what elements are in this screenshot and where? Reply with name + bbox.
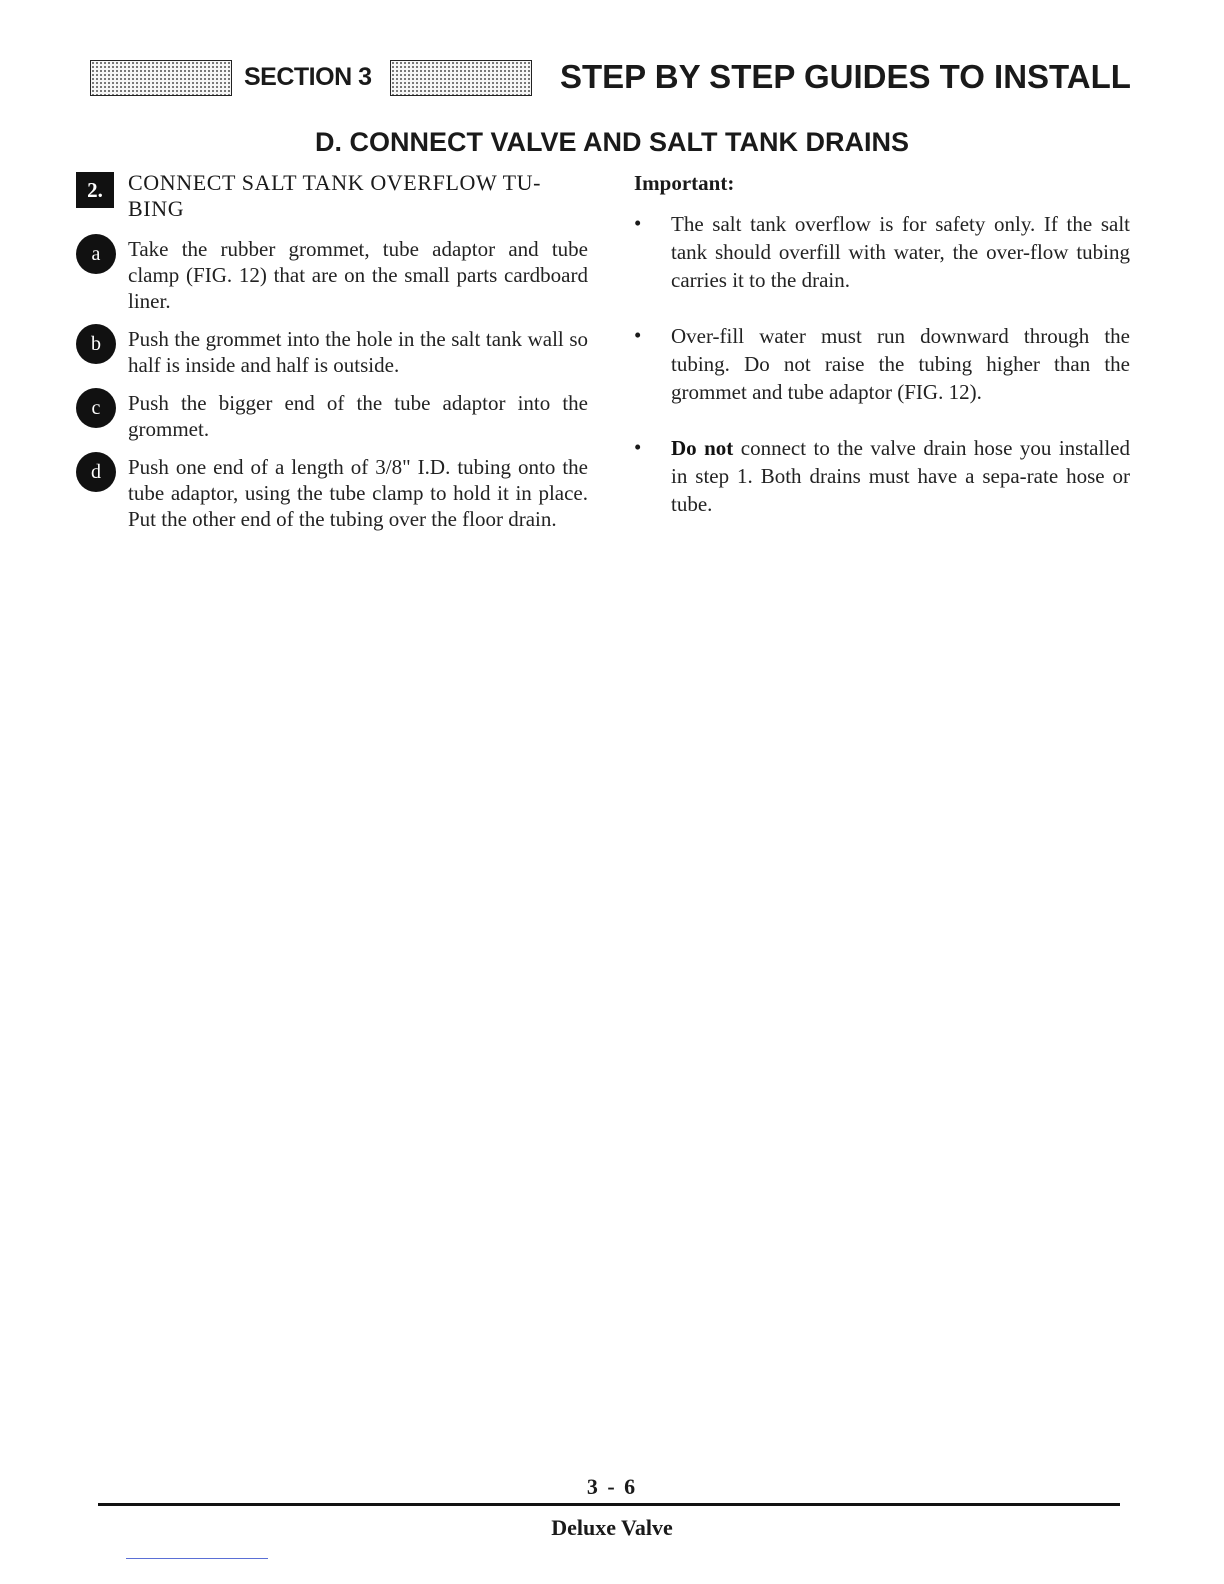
link-underline (126, 1558, 268, 1559)
footer-rule (98, 1503, 1120, 1506)
important-bullet (634, 322, 1130, 406)
bullet-dot: • (634, 323, 642, 347)
instruction-text: Push one end of a length of 3/8" I.D. tubing onto the tube adaptor, using the tube clamp to hold it in place. Put the other end of the tubing over the floor drain. (128, 455, 588, 531)
bullet-text-rest: connect to the valve drain hose you installed in step 1. Both drains must have a sepa-rate hose or tube. (671, 436, 1130, 516)
step-number-badge: 2. (76, 172, 114, 208)
important-bullet (634, 434, 1130, 518)
step-title: CONNECT SALT TANK OVERFLOW TU-BING (128, 170, 542, 221)
bold-warning: Do not (671, 436, 734, 460)
page-subheading: D. CONNECT VALVE AND SALT TANK DRAINS (315, 127, 909, 157)
letter-badge-d: d (76, 452, 116, 492)
section-title: STEP BY STEP GUIDES TO INSTALL (560, 58, 1131, 95)
bullet-dot: • (634, 211, 642, 235)
instruction-text: Take the rubber grommet, tube adaptor and tube clamp (FIG. 12) that are on the small parts cardboard liner. (128, 237, 588, 313)
header-pattern-right (390, 60, 532, 96)
page-number: 3 - 6 (586, 1474, 638, 1499)
bullet-text (671, 434, 1130, 518)
instruction-item-b (76, 326, 588, 378)
instruction-item-c (76, 390, 588, 442)
instruction-text: Push the grommet into the hole in the salt tank wall so half is inside and half is outside. (128, 327, 588, 377)
letter-badge-a: a (76, 234, 116, 274)
instruction-text: Push the bigger end of the tube adaptor into the grommet. (128, 391, 588, 441)
footer-product-name: Deluxe Valve (551, 1515, 673, 1540)
important-column (634, 170, 1130, 546)
important-bullet (634, 210, 1130, 294)
header-pattern-left (90, 60, 232, 96)
bullet-text: Over-fill water must run downward through the tubing. Do not raise the tubing higher than the grommet and tube adaptor (FIG. 12). (671, 324, 1130, 404)
letter-badge-b: b (76, 324, 116, 364)
important-heading: Important: (634, 171, 735, 195)
bullet-dot: • (634, 435, 642, 459)
bullet-text: The salt tank overflow is for safety only. If the salt tank should overfill with water, the over-flow tubing carries it to the drain. (671, 212, 1130, 292)
instruction-item-d (76, 454, 588, 532)
step-heading (76, 170, 588, 222)
instructions-column (76, 170, 588, 532)
section-header (90, 60, 1130, 96)
section-label: SECTION 3 (244, 63, 372, 91)
instruction-item-a (76, 236, 588, 314)
letter-badge-c: c (76, 388, 116, 428)
